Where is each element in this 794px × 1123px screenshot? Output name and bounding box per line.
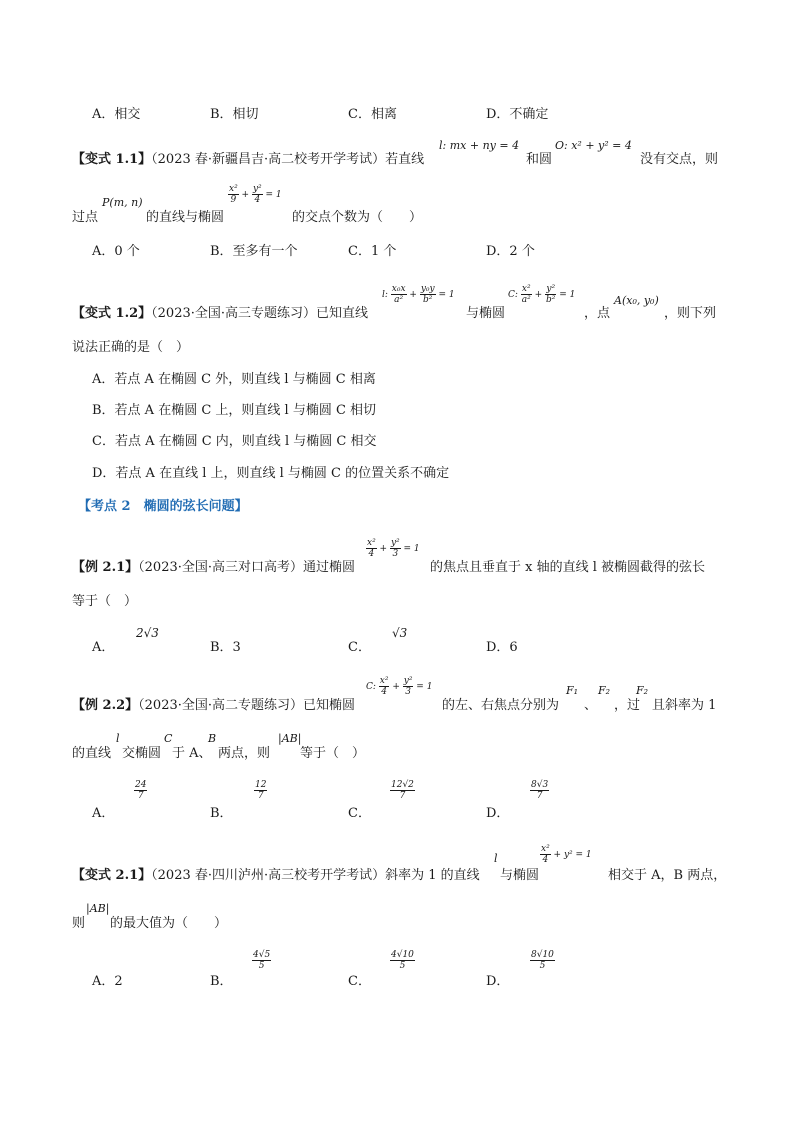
q0-option-a[interactable]: A．相交 xyxy=(92,107,141,122)
example-2-2-option-d-value: $\frac{8√3}{7}$ xyxy=(531,780,549,801)
variant-2-1-text5: 的最大值为（ ） xyxy=(110,916,228,931)
example-2-1-text3: 等于（ ） xyxy=(72,594,138,609)
variant-2-1-option-d-value: $\frac{8√10}{5}$ xyxy=(531,950,554,971)
example-2-2-source: （2023·全国·高二专题练习） xyxy=(138,698,304,713)
example-2-1-option-a-label[interactable]: A． xyxy=(92,640,115,655)
example-2-2-text1: 已知椭圆 xyxy=(303,698,356,713)
example-2-1-tag: 【例 2.1】 xyxy=(72,560,139,575)
example-2-1-text2: 的焦点且垂直于 x 轴的直线 l 被椭圆截得的弦长 xyxy=(430,560,706,575)
example-2-2-text4: 且斜率为 1 xyxy=(652,698,717,713)
variant-2-1-l: l xyxy=(494,852,498,865)
variant-1-2-tag: 【变式 1.2】 xyxy=(72,306,152,321)
variant-1-1-text2: 和圆 xyxy=(526,152,553,167)
variant-2-1-ab: |AB| xyxy=(86,902,110,915)
example-2-2-ab: |AB| xyxy=(278,732,302,745)
example-2-2-option-a-label[interactable]: A． xyxy=(92,806,115,821)
variant-1-2-line1 xyxy=(72,302,368,321)
variant-2-1-text2: 与椭圆 xyxy=(500,868,540,883)
variant-2-1-text1: 斜率为 1 的直线 xyxy=(385,868,480,883)
variant-1-2-text3: ，点 xyxy=(584,306,611,321)
variant-1-1-ellipse-equation: $\frac{\text{x²}}{9}$ + $\frac{\text{y²}}{4}$ = 1 xyxy=(229,184,282,205)
example-2-2-option-b-label[interactable]: B． xyxy=(210,806,233,821)
example-2-2-text7: 于 A、 xyxy=(172,746,212,761)
example-2-2-l: l xyxy=(116,732,120,745)
example-2-2-text3: ，过 xyxy=(614,698,641,713)
example-2-1-source: （2023·全国·高三对口高考） xyxy=(138,560,304,575)
variant-1-1-circle-equation: O: x² + y² = 4 xyxy=(555,139,632,152)
example-2-2-text9: 等于（ ） xyxy=(300,746,366,761)
example-2-2-text6: 交椭圆 xyxy=(122,746,162,761)
variant-1-2-source: （2023·全国·高三专题练习） xyxy=(151,306,317,321)
example-2-2-text5: 的直线 xyxy=(72,746,112,761)
variant-2-1-tag: 【变式 2.1】 xyxy=(72,868,152,883)
example-2-2-line1 xyxy=(72,694,355,713)
example-2-2-sep: 、 xyxy=(584,698,598,713)
example-2-1-text1: 通过椭圆 xyxy=(303,560,356,575)
variant-2-1-option-c-value: $\frac{4√10}{5}$ xyxy=(391,950,414,971)
variant-2-1-option-c-label[interactable]: C． xyxy=(348,974,371,989)
example-2-2-option-c-value: $\frac{12√2}{7}$ xyxy=(391,780,414,801)
example-2-1-ellipse-equation: $\frac{\text{x²}}{4}$ + $\frac{\text{y²}}{3}$ = 1 xyxy=(367,538,420,559)
example-2-2-text8: 两点，则 xyxy=(218,746,271,761)
example-2-2-c: C xyxy=(164,732,173,745)
example-2-1-option-b-label[interactable]: B．3 xyxy=(210,640,241,655)
example-2-2-tag: 【例 2.2】 xyxy=(72,698,139,713)
variant-2-1-option-b-label[interactable]: B． xyxy=(210,974,233,989)
example-2-1-option-d-label[interactable]: D．6 xyxy=(486,640,518,655)
example-2-2-ellipse-equation: C: $\frac{\text{x²}}{4}$ + $\frac{\text{y²}}{3}$ = 1 xyxy=(366,676,433,697)
variant-1-1-tag: 【变式 1.1】 xyxy=(72,152,152,167)
variant-2-1-line1 xyxy=(72,864,480,883)
example-2-2-b: B xyxy=(208,732,217,745)
variant-2-1-ellipse-equation: $\frac{\text{x²}}{4}$ + y² = 1 xyxy=(541,844,592,865)
variant-1-2-ellipse-equation: C: $\frac{\text{x²}}{\text{a²}}$ + $\frac{\text{y²}}{\text{b²}}$ = 1 xyxy=(508,284,576,305)
variant-1-1-text4: 过点 xyxy=(72,210,99,225)
example-2-1-option-c-label[interactable]: C． xyxy=(348,640,371,655)
variant-1-2-text1: 已知直线 xyxy=(316,306,369,321)
variant-1-1-option-a[interactable]: A．0 个 xyxy=(92,244,140,259)
example-2-2-f2: F₂ xyxy=(598,684,611,697)
variant-2-1-option-b-value: $\frac{4√5}{5}$ xyxy=(253,950,271,971)
variant-1-2-text2: 与椭圆 xyxy=(466,306,506,321)
variant-1-1-line1 xyxy=(72,148,424,167)
variant-1-2-point: A(x₀, y₀) xyxy=(614,294,659,307)
variant-1-1-text1: 若直线 xyxy=(385,152,425,167)
example-2-2-f1: F₁ xyxy=(566,684,579,697)
example-2-2-text2: 的左、右焦点分别为 xyxy=(442,698,560,713)
q0-option-b[interactable]: B．相切 xyxy=(210,107,259,122)
variant-1-2-option-c[interactable]: C．若点 A 在椭圆 C 内，则直线 l 与椭圆 C 相交 xyxy=(92,434,377,449)
variant-1-1-point: P(m, n) xyxy=(102,196,143,209)
variant-1-2-line-equation: l: $\frac{\text{x₀x}}{\text{a²}}$ + $\frac{\text{y₀y}}{\text{b²}}$ = 1 xyxy=(382,284,455,305)
section-2-heading: 【考点 2 椭圆的弦长问题】 xyxy=(78,499,248,514)
variant-1-1-text5: 的直线与椭圆 xyxy=(146,210,225,225)
q0-option-d[interactable]: D．不确定 xyxy=(486,107,549,122)
example-2-1-line1 xyxy=(72,556,355,575)
example-2-2-option-c-label[interactable]: C． xyxy=(348,806,371,821)
variant-2-1-option-d-label[interactable]: D． xyxy=(486,974,510,989)
variant-1-2-text4: ，则下列 xyxy=(664,306,717,321)
q0-option-c[interactable]: C．相离 xyxy=(348,107,397,122)
variant-1-2-option-d[interactable]: D．若点 A 在直线 l 上，则直线 l 与椭圆 C 的位置关系不确定 xyxy=(92,466,450,481)
variant-2-1-source: （2023 春·四川泸州·高三校考开学考试） xyxy=(151,868,386,883)
variant-2-1-option-a-label[interactable]: A．2 xyxy=(92,974,123,989)
example-2-2-option-b-value: $\frac{12}{7}$ xyxy=(255,780,267,801)
example-2-2-option-a-value: $\frac{24}{7}$ xyxy=(135,780,147,801)
variant-1-1-text6: 的交点个数为（ ） xyxy=(292,210,423,225)
example-2-2-option-d-label[interactable]: D． xyxy=(486,806,510,821)
example-2-1-option-c-value: √3 xyxy=(392,626,408,640)
variant-2-1-text3: 相交于 A，B 两点， xyxy=(608,868,727,883)
variant-1-2-option-a[interactable]: A．若点 A 在椭圆 C 外，则直线 l 与椭圆 C 相离 xyxy=(92,372,376,387)
variant-1-2-option-b[interactable]: B．若点 A 在椭圆 C 上，则直线 l 与椭圆 C 相切 xyxy=(92,403,377,418)
variant-1-1-option-b[interactable]: B．至多有一个 xyxy=(210,244,298,259)
example-2-2-f2b: F₂ xyxy=(636,684,649,697)
variant-1-1-text3: 没有交点，则 xyxy=(640,152,719,167)
variant-2-1-text4: 则 xyxy=(72,916,86,931)
variant-1-1-option-c[interactable]: C．1 个 xyxy=(348,244,397,259)
example-2-1-option-a-value: 2√3 xyxy=(136,626,159,640)
variant-1-1-line-equation: l: mx + ny = 4 xyxy=(439,139,520,152)
variant-1-1-option-d[interactable]: D．2 个 xyxy=(486,244,535,259)
variant-1-1-source: （2023 春·新疆昌吉·高二校考开学考试） xyxy=(151,152,386,167)
variant-1-2-text5: 说法正确的是（ ） xyxy=(72,340,190,355)
